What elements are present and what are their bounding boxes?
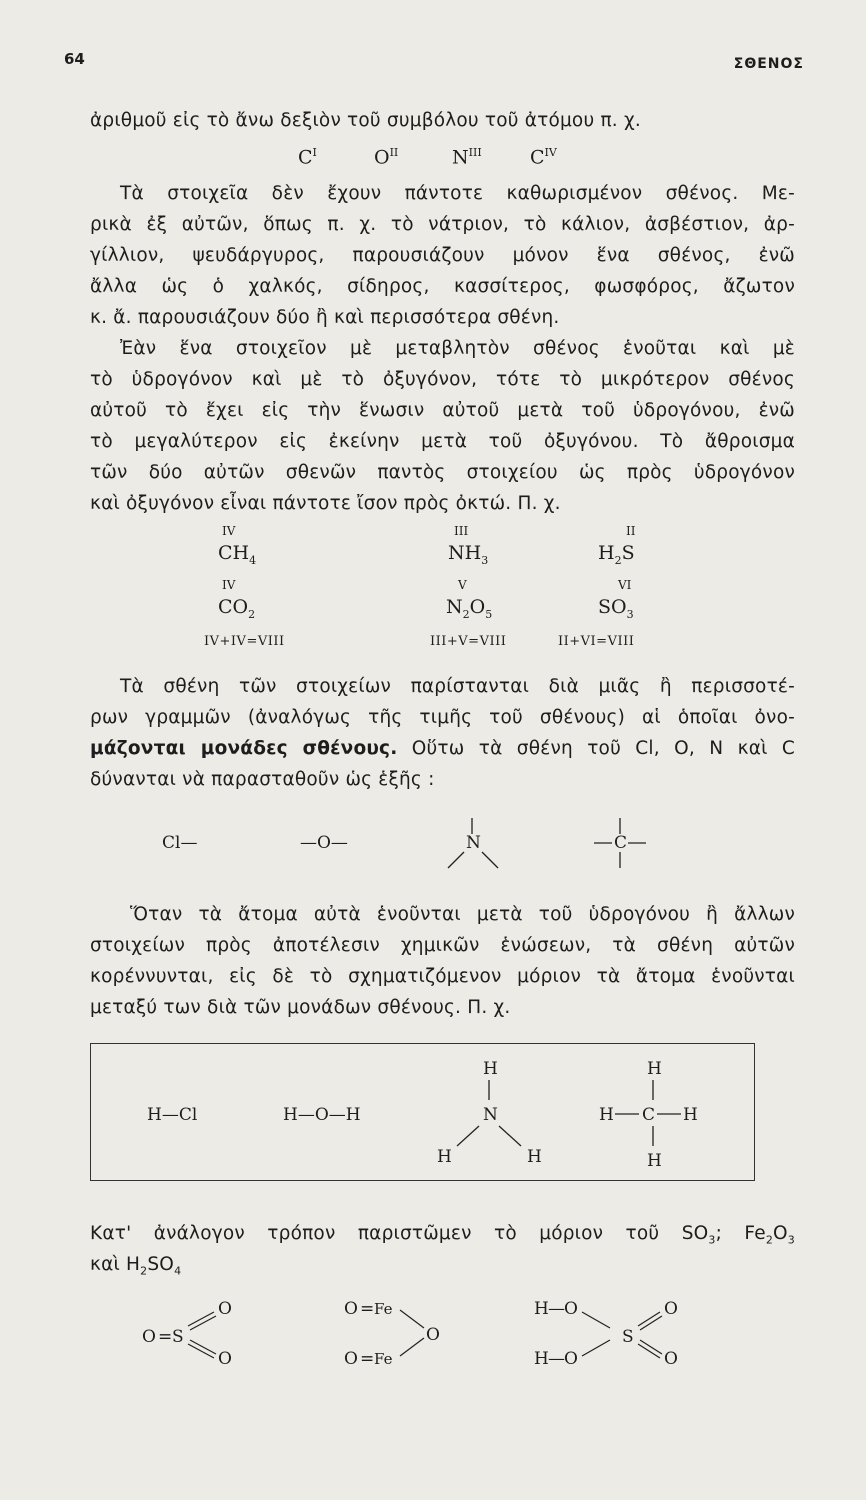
text-line: Κατ' ἀνάλογον τρόπον παριστῶμεν τὸ μόριον τοῦ $SO_3$; $Fe_2O_3$: [90, 1223, 795, 1247]
text-line: ἄλλα ὡς ὁ χαλκός, σίδηρος, κασσίτερος, φωσφόρος, ἄζωτον: [90, 276, 795, 297]
formula-h2s: $H_2S$: [598, 542, 635, 567]
valence-label: IV: [222, 524, 236, 538]
svg-text:O: O: [218, 1299, 232, 1319]
text-line: Ὅταν τὰ ἄτομα αὐτὰ ἑνοῦνται μετὰ τοῦ ὑδρογόνου ἢ ἄλλων: [130, 904, 795, 925]
svg-text:—: —: [548, 1349, 565, 1369]
svg-text:Fe: Fe: [374, 1300, 393, 1318]
text-line: κ. ἄ. παρουσιάζουν δύο ἢ καὶ περισσότερα σθένη.: [90, 307, 560, 328]
svg-text:O: O: [664, 1299, 678, 1319]
text-line: τὸ μεγαλύτερον εἰς ἐκείνην μετὰ τοῦ ὀξυγόνου. Τὸ ἄθροισμα: [90, 431, 795, 452]
formula-so3: $SO_3$: [598, 596, 634, 621]
svg-text:=: =: [360, 1299, 375, 1319]
symbol-o2: $O^{II}$: [374, 146, 399, 169]
page-number: 64: [64, 50, 85, 68]
svg-text:H: H: [647, 1059, 662, 1079]
n-triple-bond: [448, 818, 498, 868]
valence-sum: III+V=VIII: [430, 634, 507, 649]
molecule-structures: [130, 1290, 730, 1380]
symbol-c4: $C^{IV}$: [530, 146, 557, 169]
text-line: τὸ ὑδρογόνον καὶ μὲ τὸ ὀξυγόνον, τότε τὸ μικρότερον σθένος: [90, 369, 795, 390]
valence-label: V: [458, 578, 467, 592]
hcl-structure: H—Cl: [147, 1105, 198, 1125]
svg-text:H: H: [534, 1349, 549, 1369]
valence-label: IV: [222, 578, 236, 592]
formula-ch4: $CH_4$: [218, 542, 257, 567]
valence-label: III: [454, 524, 469, 538]
svg-text:H: H: [534, 1299, 549, 1319]
svg-text:H: H: [599, 1105, 614, 1125]
o-double-bond: —O—: [300, 833, 348, 853]
ammonia-structure: [437, 1059, 542, 1167]
text-line: ρων γραμμῶν (ἀναλόγως τῆς τιμῆς τοῦ σθένους) αἱ ὁποῖαι ὀνο-: [90, 707, 795, 728]
text-line: τῶν δύο αὐτῶν σθενῶν παντὸς στοιχείου ὡς πρὸς ὑδρογόνον: [90, 462, 795, 483]
cl-single-bond: Cl—: [162, 833, 198, 853]
svg-text:O: O: [564, 1299, 578, 1319]
svg-text:C: C: [642, 1105, 656, 1125]
svg-text:N: N: [466, 833, 481, 853]
text-line: Τὰ σθένη τῶν στοιχείων παρίστανται διὰ μιᾶς ἢ περισσοτέ-: [120, 676, 795, 697]
text-line: στοιχείων πρὸς ἀποτέλεσιν χημικῶν ἑνώσεων, τὰ σθένη αὐτῶν: [90, 935, 795, 956]
structural-formulas-box: [90, 1043, 755, 1181]
text-line: γίλλιον, ψευδάργυρος, παρουσιάζουν μόνον ἕνα σθένος, ἐνῶ: [90, 245, 795, 266]
svg-text:=: =: [158, 1327, 173, 1347]
text-line: ρικὰ ἐξ αὐτῶν, ὅπως π. χ. τὸ νάτριον, τὸ κάλιον, ἀσβέστιον, ἀρ-: [90, 214, 795, 235]
so3-structure: [142, 1299, 232, 1369]
svg-text:C: C: [614, 833, 628, 853]
text-line: Τὰ στοιχεῖα δὲν ἔχουν πάντοτε καθωρισμένον σθένος. Με-: [120, 183, 795, 204]
valence-label: II: [626, 524, 636, 538]
svg-text:—: —: [548, 1299, 565, 1319]
water-structure: H—O—H: [283, 1105, 361, 1125]
text-line: ἀριθμοῦ εἰς τὸ ἄνω δεξιὸν τοῦ συμβόλου τοῦ ἀτόμου π. χ.: [90, 110, 641, 131]
svg-text:O: O: [664, 1349, 678, 1369]
svg-text:H: H: [647, 1151, 662, 1171]
svg-text:N: N: [483, 1105, 498, 1125]
svg-text:Fe: Fe: [374, 1350, 393, 1368]
svg-text:S: S: [622, 1327, 634, 1347]
formula-n2o5: $N_2O_5$: [446, 596, 493, 621]
formula-nh3: $NH_3$: [448, 542, 489, 567]
svg-text:S: S: [172, 1327, 184, 1347]
svg-text:O: O: [344, 1299, 358, 1319]
symbol-n3: $N^{III}$: [452, 146, 482, 169]
valence-sum: II+VI=VIII: [558, 634, 635, 649]
svg-text:O: O: [344, 1349, 358, 1369]
svg-text:O: O: [426, 1325, 440, 1345]
text-line: αὐτοῦ τὸ ἔχει εἰς τὴν ἕνωσιν αὐτοῦ μετὰ τοῦ ὑδρογόνου, ἐνῶ: [90, 400, 795, 421]
svg-text:H: H: [437, 1147, 452, 1167]
text-line: καὶ $H_2SO_4$: [90, 1254, 182, 1278]
h2so4-structure: [534, 1299, 678, 1369]
text-line: καὶ ὀξυγόνον εἶναι πάντοτε ἴσον πρὸς ὀκτώ. Π. χ.: [90, 493, 561, 514]
text-line: δύνανται νὰ παρασταθοῦν ὡς ἑξῆς :: [90, 769, 435, 790]
valence-bond-diagram: [150, 810, 670, 874]
svg-text:H: H: [683, 1105, 698, 1125]
box-structures: [91, 1044, 756, 1182]
text-line: μάζονται μονάδες σθένους. Οὕτω τὰ σθένη τοῦ Cl, O, N καὶ C: [90, 738, 795, 759]
fe2o3-structure: [344, 1299, 440, 1369]
svg-text:O: O: [564, 1349, 578, 1369]
text-line: μεταξύ των διὰ τῶν μονάδων σθένους. Π. χ.: [90, 997, 511, 1018]
valence-sum: IV+IV=VIII: [204, 634, 285, 649]
svg-text:=: =: [360, 1349, 375, 1369]
text-line: κορέννυνται, εἰς δὲ τὸ σχηματιζόμενον μόριον τὰ ἄτομα ἑνοῦνται: [90, 966, 795, 987]
symbol-c1: $C^I$: [298, 146, 317, 169]
svg-text:H: H: [527, 1147, 542, 1167]
svg-text:H: H: [483, 1059, 498, 1079]
c-quadruple-bond: [594, 818, 646, 868]
svg-text:O: O: [218, 1349, 232, 1369]
term-valence-units: μάζονται μονάδες σθένους.: [90, 738, 398, 759]
formula-co2: $CO_2$: [218, 596, 256, 621]
svg-text:O: O: [142, 1327, 156, 1347]
running-head: ΣΘΕΝΟΣ: [733, 56, 804, 72]
valence-label: VI: [618, 578, 632, 592]
text-line: Ἐὰν ἕνα στοιχεῖον μὲ μεταβλητὸν σθένος ἑνοῦται καὶ μὲ: [120, 338, 795, 359]
methane-structure: [599, 1059, 698, 1171]
